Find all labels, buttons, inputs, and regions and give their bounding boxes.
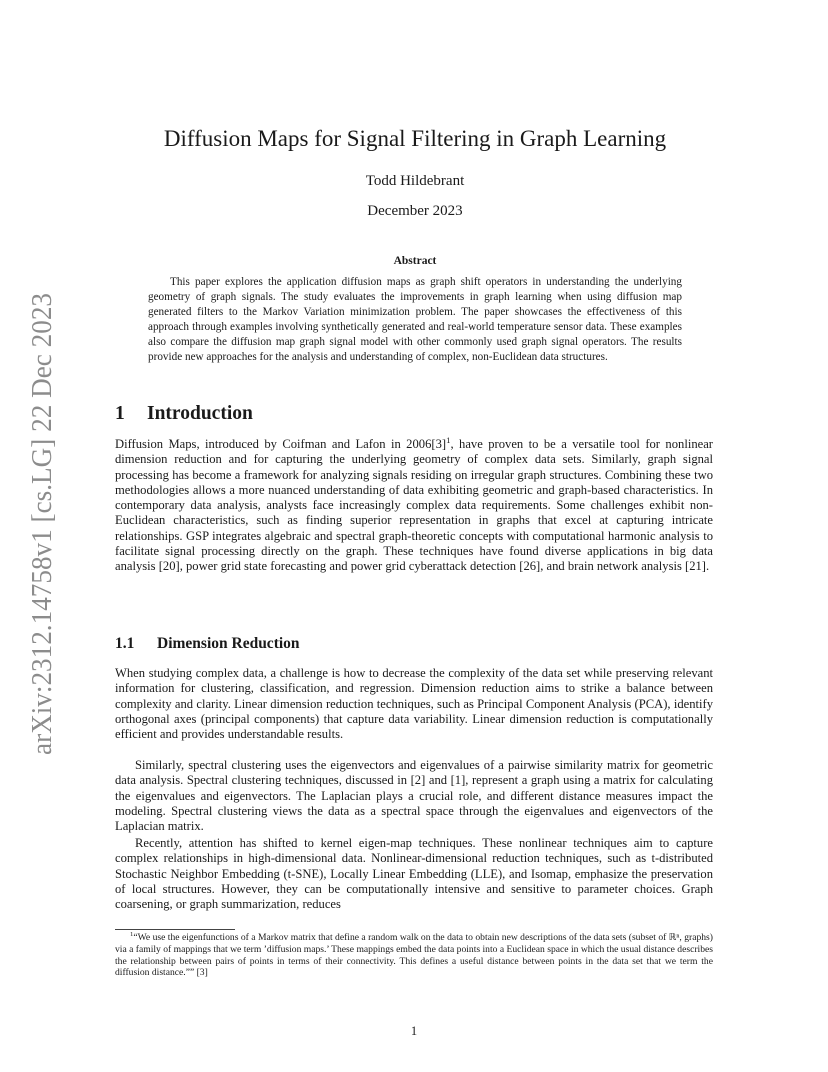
intro-text-a: Diffusion Maps, introduced by Coifman and Lafon in 2006[3] xyxy=(115,437,447,451)
introduction-paragraph xyxy=(115,434,713,575)
footnote-marker[interactable]: 1 xyxy=(446,434,451,445)
paper-title: Diffusion Maps for Signal Filtering in Graph Learning xyxy=(163,126,667,151)
dimension-reduction-paragraph-2: Similarly, spectral clustering uses the eigenvectors and eigenvalues of a pairwise similarity matrix for geometric data analysis. Spectral clustering techniques, discussed in [2] and [1], represent a graph using a matrix for calculating the eigenvalues and eigenvectors. The Laplacian plays a crucial role, and different distance measures impact the modeling. Spectral clustering views the data as a spectral space through the eigenvalues and eigenvectors of the Laplacian matrix. xyxy=(115,758,713,834)
arxiv-stamp-svg xyxy=(20,290,60,760)
paper-author: Todd Hildebrant xyxy=(365,173,465,189)
footnote-mark: 1 xyxy=(130,930,134,938)
dimension-reduction-paragraph-1: When studying complex data, a challenge is how to decrease the complexity of the data set while preserving relevant information for clustering, classification, and regression. Dimension reduction aims to strike a balance between complexity and clarity. Linear dimension reduction techniques, such as Principal Component Analysis (PCA), identify orthogonal axes (principal components) that capture data variability. Linear dimension reduction is computationally efficient and provides understandable results. xyxy=(115,666,713,742)
section-heading-introduction xyxy=(115,403,253,425)
arxiv-sidebar-stamp xyxy=(20,290,60,760)
arxiv-id-text: arXiv:2312.14758v1 [cs.LG] 22 Dec 2023 xyxy=(26,290,58,755)
abstract-heading: Abstract xyxy=(393,255,437,267)
subsection-number: 1.1 xyxy=(115,635,135,652)
subsection-title: Dimension Reduction xyxy=(157,635,300,652)
abstract-body: This paper explores the application diffusion maps as graph shift operators in understanding the underlying geometry of graph signals. The study evaluates the improvements in graph learning when using diffusion map generated filters to the Markov Variation minimization problem. The paper showcases the effectiveness of this approach through examples involving synthetically generated and real-world temperature sensor data. These examples also compare the diffusion map graph signal model with other commonly used graph signal operators. The results provide new approaches for the analysis and understanding of complex, non-Euclidean data structures. xyxy=(148,276,682,363)
page-number: 1 xyxy=(410,1024,418,1038)
section-number: 1 xyxy=(115,403,125,424)
subsection-heading-dimension-reduction xyxy=(115,635,300,653)
paper-date: December 2023 xyxy=(367,203,463,219)
dimension-reduction-paragraph-3: Recently, attention has shifted to kernel eigen-map techniques. These nonlinear techniques aim to capture complex relationships in high-dimensional data. Nonlinear-dimensional reduction techniques, such as t-distributed Stochastic Neighbor Embedding (t-SNE), Locally Linear Embedding (LLE), and Isomap, emphasize the preservation of local structures. However, they can be computationally intensive and sensitive to parameter choices. Graph coarsening, or graph summarization, reduces xyxy=(115,836,713,912)
footnote-text: “We use the eigenfunctions of a Markov matrix that define a random walk on the data to obtain new descriptions of the data sets (subset of ℝⁿ, graphs) via a family of mappings that we term ’diffusion maps.’ These mappings embed the data points into a Euclidean space in which the usual distance describes the relationship between pairs of points in terms of their connectivity. This defines a useful distance between points in the data set that we term the diffusion distance.”” [3] xyxy=(115,932,713,979)
section-title: Introduction xyxy=(147,403,253,424)
intro-text-b: , have proven to be a versatile tool for nonlinear dimension reduction and for capturing the underlying geometry of complex data sets. Similarly, graph signal processing has become a framework for analyzing signals residing on irregular graph structures. Combining these two methodologies allows a more nuanced understanding of data exhibiting geometric and graph-based characteristics. In contemporary data analysis, analysts face increasingly complex data requirements. Some challenges exhibit non-Euclidean characteristics, such as finding superior representation in graphs that excel at capturing intricate relationships. GSP integrates algebraic and spectral graph-theoretic concepts with computational harmonic analysis to facilitate signal processing directly on the graph. These techniques have found diverse applications in big data analysis [20], power grid state forecasting and power grid cyberattack detection [26], and brain network analysis [21]. xyxy=(115,437,713,574)
footnote xyxy=(115,932,713,979)
